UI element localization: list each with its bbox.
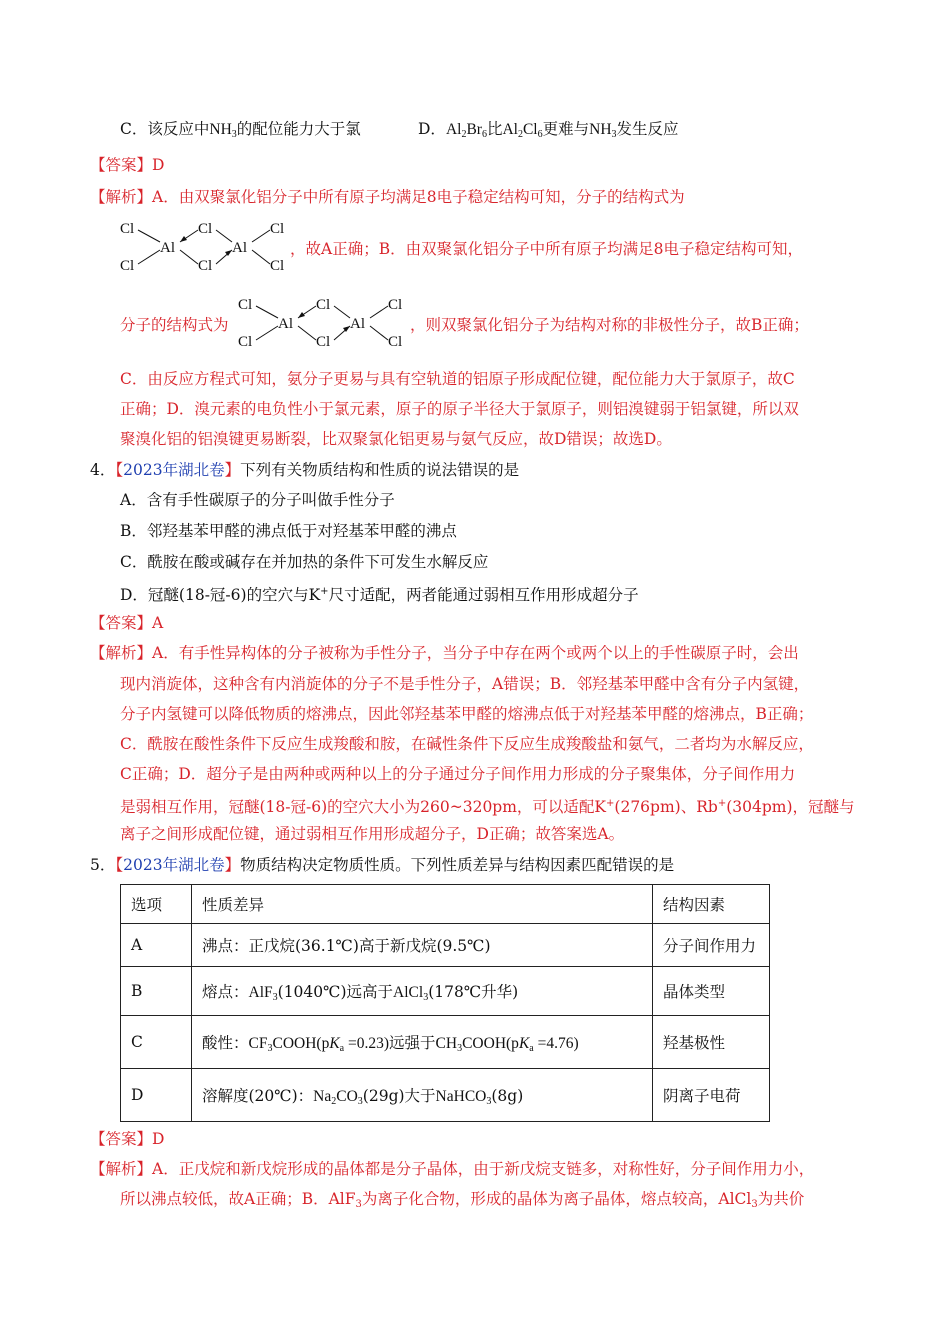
al-atom: Al xyxy=(278,316,293,332)
q4-analysis-line-3: 分子内氢键可以降低物质的熔沸点，因此邻羟基苯甲醛的熔沸点低于对羟基苯甲醛的熔沸点，B正确； xyxy=(120,705,814,723)
property-cell: 熔点：AlF$_3$(1040℃)远高于AlCl$_3$(178℃升华) xyxy=(192,967,653,1016)
formula-nh3: $NH_3$ xyxy=(209,121,237,140)
q4-analysis-line-5: C正确；D．超分子是由两种或两种以上的分子通过分子间作用力形成的分子聚集体，分子间作用力 xyxy=(120,765,796,783)
q5-source-tag: 2023年湖北卷 xyxy=(123,856,225,874)
option-cell: D xyxy=(121,1069,192,1122)
q3-analysis-line-6: 聚溴化铝的铝溴键更易断裂，比双聚氯化铝更易与氨气反应，故D错误；故选D。 xyxy=(120,430,672,448)
q4-option-c: C．酰胺在酸或碱存在并加热的条件下可发生水解反应 xyxy=(120,553,489,571)
table-row xyxy=(121,967,770,1016)
table-row xyxy=(121,924,770,967)
formula-al2cl6: $Al_2Cl_6$ xyxy=(502,121,543,140)
formula-alf3: AlF$_3$ xyxy=(248,983,278,1003)
al-atom: Al xyxy=(232,240,247,256)
al-atom: Al xyxy=(160,240,175,256)
option-cell: C xyxy=(121,1016,192,1069)
option-cell: B xyxy=(121,967,192,1016)
table-header-row xyxy=(121,885,770,924)
q4-analysis-line-2: 现内消旋体，这种含有内消旋体的分子不是手性分子，A错误；B．邻羟基苯甲醛中含有分子内氢键， xyxy=(120,675,810,693)
q3-analysis-line-1: 【解析】A．由双聚氯化铝分子中所有原子均满足8电子稳定结构可知，分子的结构式为 xyxy=(90,188,685,206)
property-cell: 沸点：正戊烷(36.1℃)高于新戊烷(9.5℃) xyxy=(192,924,653,967)
formula-na2co3: $Na_2CO_3$ xyxy=(313,1087,363,1107)
q4-option-b: B．邻羟基苯甲醛的沸点低于对羟基苯甲醛的沸点 xyxy=(120,522,457,540)
q3-analysis-line-2: ，故A正确；B．由双聚氯化铝分子中所有原子均满足8电子稳定结构可知， xyxy=(290,240,803,258)
formula-nahco3: NaHCO$_3$ xyxy=(435,1087,492,1107)
table-row xyxy=(121,1069,770,1122)
q4-analysis-line-7: 离子之间形成配位键，通过弱相互作用形成超分子，D正确；故答案选A。 xyxy=(120,825,625,843)
q4-analysis-line-1: 【解析】A．有手性异构体的分子被称为手性分子，当分子中存在两个或两个以上的手性碳原子时，会出 xyxy=(90,644,799,662)
q4-analysis-line-6: 是弱相互作用，冠醚(18-冠-6)的空穴大小为260~320pm，可以适配K+(276pm)、Rb+(304pm)，冠醚与 xyxy=(120,798,855,816)
cl-atom: Cl xyxy=(120,258,135,274)
q4-source-tag: 2023年湖北卷 xyxy=(123,461,225,479)
q5-answer: 【答案】D xyxy=(90,1130,165,1148)
q4-analysis-line-4: C．酰胺在酸性条件下反应生成羧酸和胺，在碱性条件下反应生成羧酸盐和氨气，二者均为水解反应， xyxy=(120,735,814,753)
cl-atom: Cl xyxy=(198,258,213,274)
cl-atom: Cl xyxy=(270,221,285,237)
cl-atom: Cl xyxy=(316,334,331,350)
q3-analysis-line-5: 正确；D．溴元素的电负性小于氯元素，原子的原子半径大于氯原子，则铝溴键弱于铝氯键，所以双 xyxy=(120,400,799,418)
table-header-cell: 性质差异 xyxy=(192,885,653,924)
q4-answer: 【答案】A xyxy=(90,614,164,632)
property-cell: 溶解度(20℃)：$Na_2CO_3(29g)$大于NaHCO$_3$(8g) xyxy=(192,1069,653,1122)
q5-stem: 5．【2023年湖北卷】物质结构决定物质性质。下列性质差异与结构因素匹配错误的是 xyxy=(90,856,675,874)
formula-cf3cooh: $CF_3COOH$ xyxy=(248,1034,317,1054)
cl-atom: Cl xyxy=(270,258,285,274)
property-cell: 酸性：$CF_3COOH(pK_a =0.23)$远强于$CH_3COOH(pK_a =4.76)$ xyxy=(192,1016,653,1069)
cl-atom: Cl xyxy=(388,297,403,313)
al2cl6-structure-2 xyxy=(236,290,416,352)
cl-atom: Cl xyxy=(388,334,403,350)
formula-al2br6: $Al_2Br_6$ xyxy=(445,121,487,140)
factor-cell: 羟基极性 xyxy=(653,1016,770,1069)
al2cl6-structure-1 xyxy=(118,214,298,276)
cl-atom: Cl xyxy=(316,297,331,313)
cl-atom: Cl xyxy=(238,334,253,350)
cl-atom: Cl xyxy=(198,221,213,237)
formula-ch3cooh: $CH_3COOH$ xyxy=(435,1034,507,1054)
q3-option-c: C．该反应中$NH_3$的配位能力大于氯 xyxy=(120,120,361,140)
option-cell: A xyxy=(121,924,192,967)
factor-cell: 阴离子电荷 xyxy=(653,1069,770,1122)
q3-option-d: D．$Al_2Br_6$比$Al_2Cl_6$更难与$NH_3$发生反应 xyxy=(418,120,679,140)
q4-option-d: D．冠醚(18-冠-6)的空穴与K+尺寸适配，两者能通过弱相互作用形成超分子 xyxy=(120,586,639,604)
q3-analysis-line-3b: ，则双聚氯化铝分子为结构对称的非极性分子，故B正确； xyxy=(410,316,809,334)
formula-nh3: $NH_3$ xyxy=(589,121,617,140)
table-header-cell: 选项 xyxy=(121,885,192,924)
table-header-cell: 结构因素 xyxy=(653,885,770,924)
formula-alcl3: AlCl$_3$ xyxy=(393,983,429,1003)
factor-cell: 晶体类型 xyxy=(653,967,770,1016)
q4-option-a: A．含有手性碳原子的分子叫做手性分子 xyxy=(120,491,395,509)
q3-answer: 【答案】D xyxy=(90,156,165,174)
table-row xyxy=(121,1016,770,1069)
q3-analysis-line-4: C．由反应方程式可知，氨分子更易与具有空轨道的铝原子形成配位键，配位能力大于氯原子，故C xyxy=(120,370,795,388)
cl-atom: Cl xyxy=(120,221,135,237)
q5-analysis-line-1: 【解析】A．正戊烷和新戊烷形成的晶体都是分子晶体，由于新戊烷支链多，对称性好，分子间作用力小， xyxy=(90,1160,815,1178)
cl-atom: Cl xyxy=(238,297,253,313)
al-atom: Al xyxy=(350,316,365,332)
q4-stem: 4．【2023年湖北卷】下列有关物质结构和性质的说法错误的是 xyxy=(90,461,520,479)
q3-analysis-line-3a: 分子的结构式为 xyxy=(120,316,229,334)
q5-analysis-line-2: 所以沸点较低，故A正确；B．AlF$_3$为离子化合物，形成的晶体为离子晶体，熔点较高，AlCl$_3$为共价 xyxy=(120,1190,805,1210)
q5-options-table xyxy=(120,884,770,1122)
factor-cell: 分子间作用力 xyxy=(653,924,770,967)
